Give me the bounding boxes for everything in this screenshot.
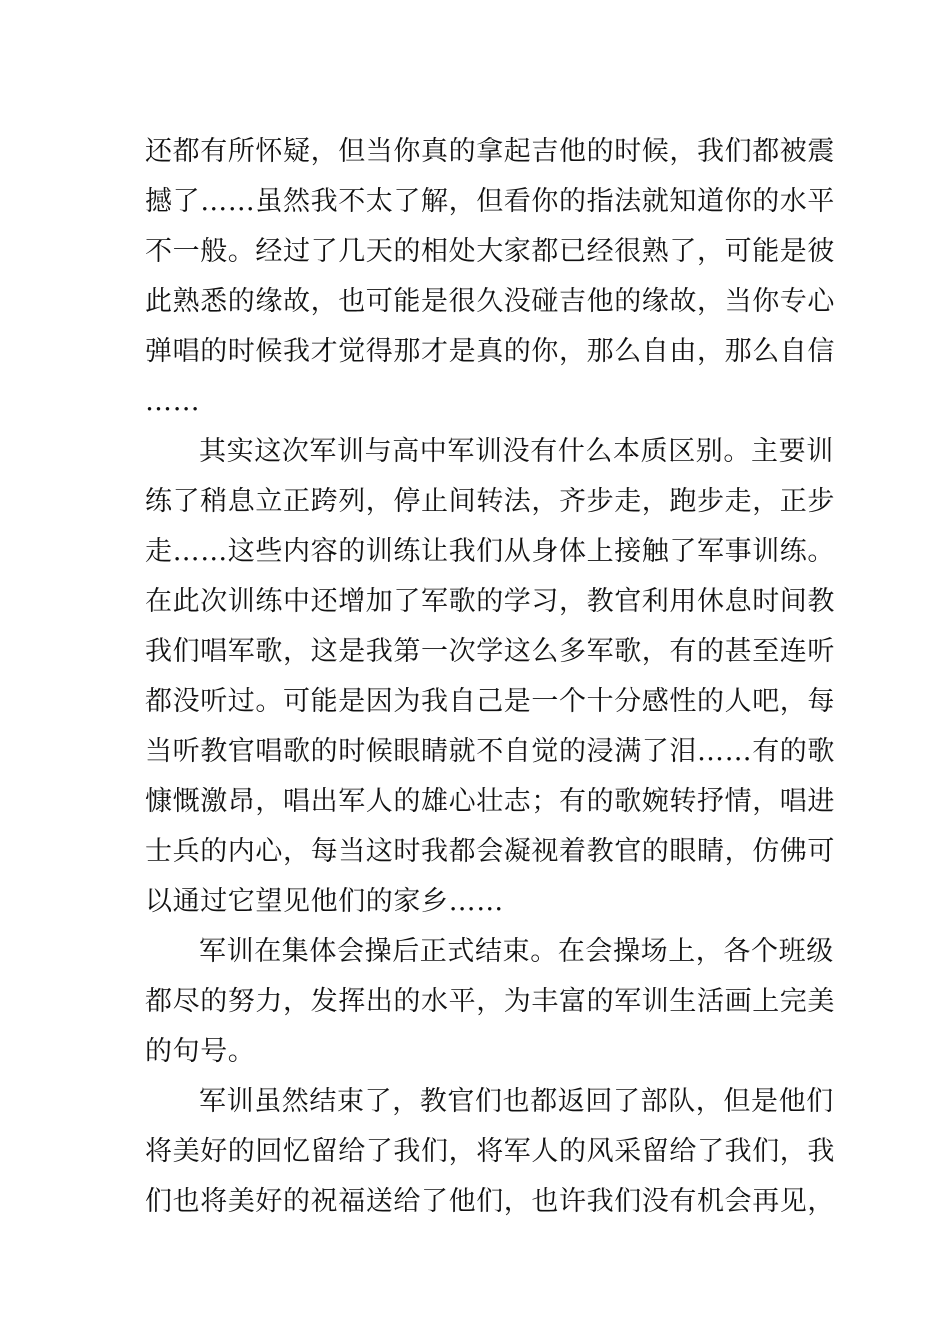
- text-line: ……: [145, 386, 201, 417]
- text-line: 我们唱军歌，这是我第一次学这么多军歌，有的甚至连听: [145, 636, 835, 667]
- text-line: 此熟悉的缘故，也可能是很久没碰吉他的缘故，当你专心: [145, 286, 835, 317]
- text-line: 还都有所怀疑，但当你真的拿起吉他的时候，我们都被震: [145, 136, 835, 167]
- paragraph-1: [145, 127, 835, 427]
- text-line: 都尽的努力，发挥出的水平，为丰富的军训生活画上完美: [145, 986, 835, 1017]
- text-line: 慷慨激昂，唱出军人的雄心壮志；有的歌婉转抒情，唱进: [145, 786, 835, 817]
- text-line: 不一般。经过了几天的相处大家都已经很熟了，可能是彼: [145, 236, 835, 267]
- text-line: 以通过它望见他们的家乡……: [145, 886, 504, 917]
- text-line: 练了稍息立正跨列，停止间转法，齐步走，跑步走，正步: [145, 486, 835, 517]
- text-line: 士兵的内心，每当这时我都会凝视着教官的眼睛，仿佛可: [145, 836, 835, 867]
- text-line: 军训虽然结束了，教官们也都返回了部队，但是他们: [199, 1086, 834, 1117]
- text-line: 军训在集体会操后正式结束。在会操场上，各个班级: [199, 936, 834, 967]
- text-line: 弹唱的时候我才觉得那才是真的你，那么自由，那么自信: [145, 336, 835, 367]
- text-line: 走……这些内容的训练让我们从身体上接触了军事训练。: [145, 536, 835, 567]
- paragraph-4: [145, 1077, 835, 1227]
- paragraph-3: [145, 927, 835, 1077]
- text-line: 在此次训练中还增加了军歌的学习，教官利用休息时间教: [145, 586, 835, 617]
- text-line: 撼了……虽然我不太了解，但看你的指法就知道你的水平: [145, 186, 835, 217]
- text-line: 当听教官唱歌的时候眼睛就不自觉的浸满了泪……有的歌: [145, 736, 835, 767]
- text-line: 都没听过。可能是因为我自己是一个十分感性的人吧，每: [145, 686, 835, 717]
- paragraph-2: [145, 427, 835, 927]
- document-body: [145, 127, 835, 1227]
- text-line: 的句号。: [145, 1036, 256, 1067]
- text-line: 们也将美好的祝福送给了他们，也许我们没有机会再见，: [145, 1186, 835, 1217]
- text-line: 将美好的回忆留给了我们，将军人的风采留给了我们，我: [145, 1136, 835, 1167]
- text-line: 其实这次军训与高中军训没有什么本质区别。主要训: [199, 436, 834, 467]
